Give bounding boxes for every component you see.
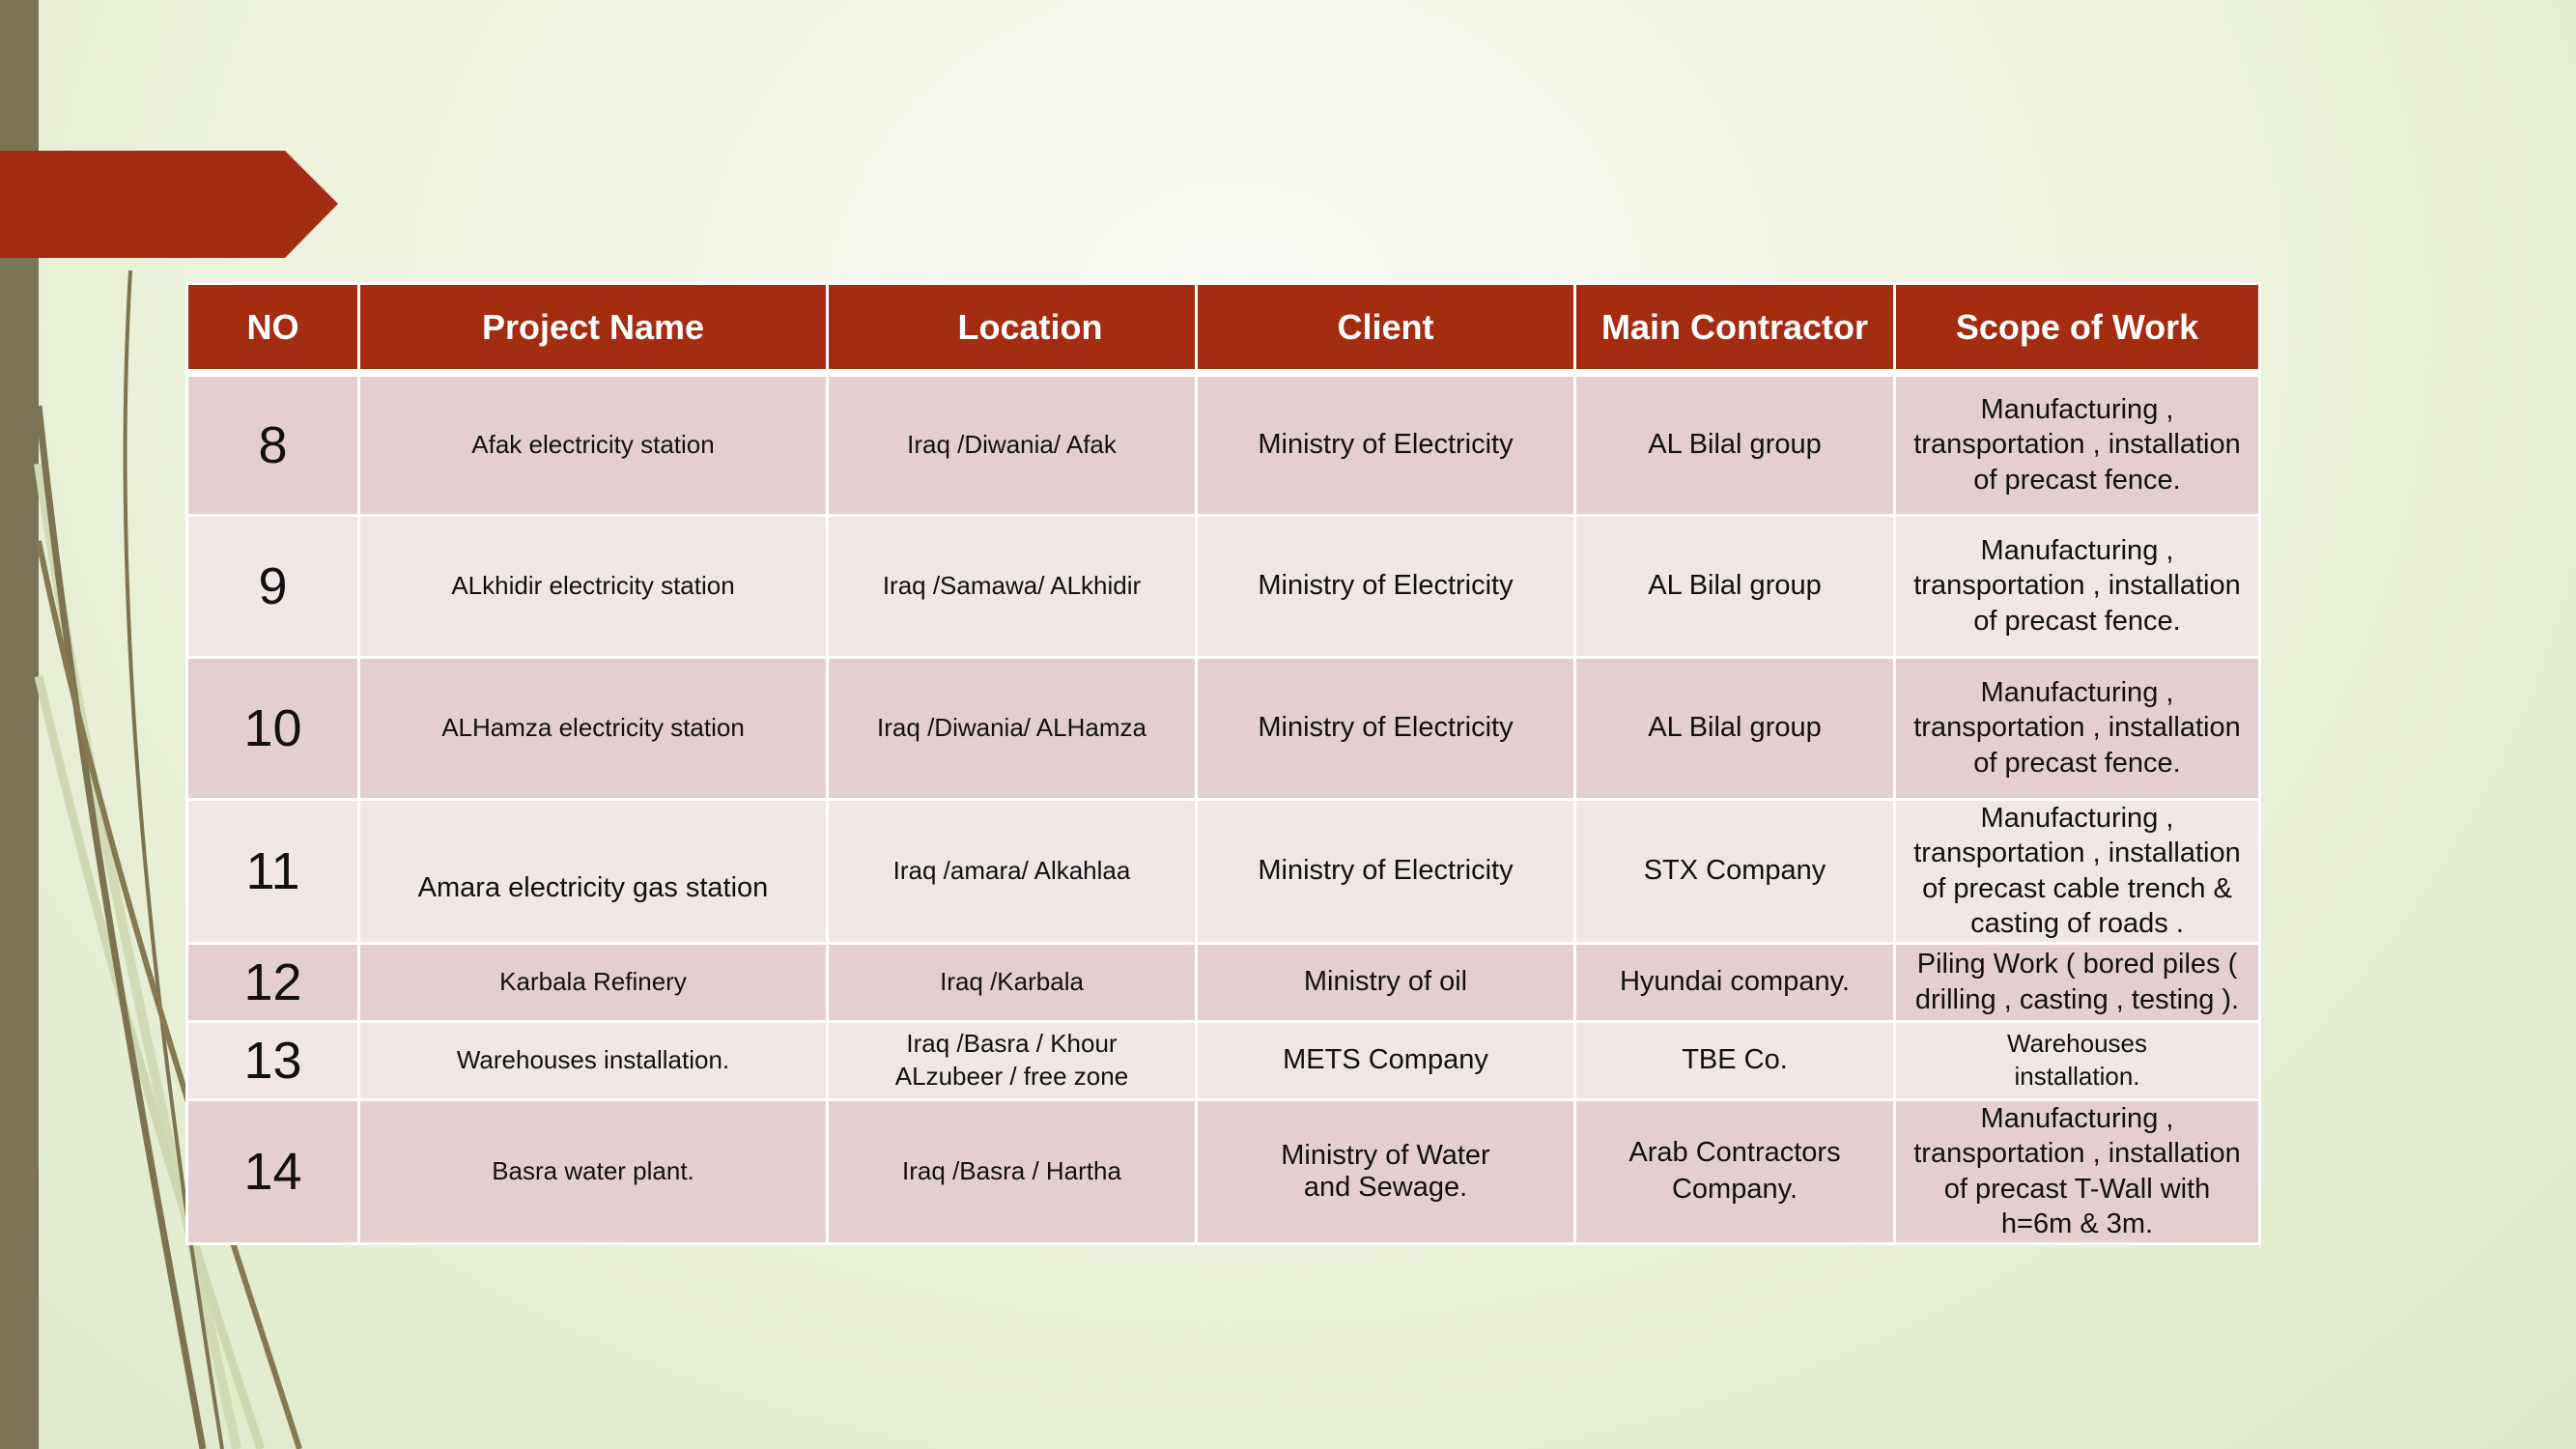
row-client: Ministry of Water and Sewage. [1197,1099,1575,1243]
row-client: METS Company [1197,1021,1575,1099]
table-header-row [187,284,2260,374]
header-project-name: Project Name [359,284,828,374]
table-row [187,1099,2260,1243]
row-client: Ministry of oil [1197,943,1575,1021]
row-contractor: AL Bilal group [1575,515,1895,657]
row-contractor: TBE Co. [1575,1021,1895,1099]
row-project-name: ALkhidir electricity station [359,515,828,657]
row-no: 12 [187,943,359,1021]
row-project-name: Karbala Refinery [359,943,828,1021]
row-no: 10 [187,657,359,799]
row-scope: Manufacturing , transportation , installation of precast cable trench & casting of roads . [1895,799,2260,943]
row-client: Ministry of Electricity [1197,373,1575,515]
row-project-name: ALHamza electricity station [359,657,828,799]
table-row [187,657,2260,799]
header-location: Location [828,284,1197,374]
table-row [187,943,2260,1021]
row-scope: Manufacturing , transportation , installation of precast fence. [1895,515,2260,657]
table-row [187,799,2260,943]
row-location: Iraq /Basra / Khour ALzubeer / free zone [828,1021,1197,1099]
row-project-name: Afak electricity station [359,373,828,515]
row-project-name: Basra water plant. [359,1099,828,1243]
title-banner-arrow [0,151,338,258]
row-scope: Warehouses installation. [1895,1021,2260,1099]
row-contractor: Hyundai company. [1575,943,1895,1021]
row-contractor: AL Bilal group [1575,373,1895,515]
row-location: Iraq /Samawa/ ALkhidir [828,515,1197,657]
row-no: 9 [187,515,359,657]
table-row [187,1021,2260,1099]
row-client: Ministry of Electricity [1197,515,1575,657]
row-scope: Manufacturing , transportation , installation of precast fence. [1895,373,2260,515]
row-scope: Manufacturing , transportation , installation of precast T-Wall with h=6m & 3m. [1895,1099,2260,1243]
row-client: Ministry of Electricity [1197,657,1575,799]
row-scope: Piling Work ( bored piles ( drilling , casting , testing ). [1895,943,2260,1021]
row-location: Iraq /Diwania/ Afak [828,373,1197,515]
header-no: NO [187,284,359,374]
table-row [187,515,2260,657]
row-contractor: Arab Contractors Company. [1575,1099,1895,1243]
row-no: 14 [187,1099,359,1243]
row-location: Iraq /Karbala [828,943,1197,1021]
header-client: Client [1197,284,1575,374]
row-location: Iraq /Diwania/ ALHamza [828,657,1197,799]
row-scope: Manufacturing , transportation , installation of precast fence. [1895,657,2260,799]
projects-table [185,282,2261,1245]
row-contractor: AL Bilal group [1575,657,1895,799]
row-no: 8 [187,373,359,515]
table-row [187,373,2260,515]
row-client: Ministry of Electricity [1197,799,1575,943]
row-location: Iraq /Basra / Hartha [828,1099,1197,1243]
row-project-name: Warehouses installation. [359,1021,828,1099]
row-location: Iraq /amara/ Alkahlaa [828,799,1197,943]
row-project-name: Amara electricity gas station [359,799,828,943]
header-main-contractor: Main Contractor [1575,284,1895,374]
row-no: 13 [187,1021,359,1099]
row-contractor: STX Company [1575,799,1895,943]
header-scope-of-work: Scope of Work [1895,284,2260,374]
row-no: 11 [187,799,359,943]
